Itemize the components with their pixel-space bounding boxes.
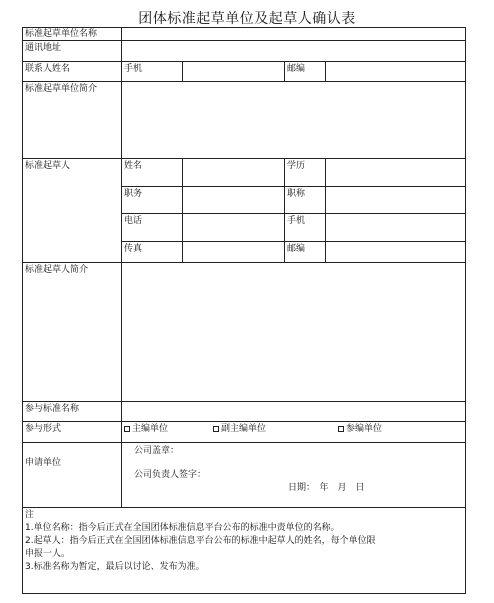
option-lead-unit[interactable]: 主编单位	[124, 424, 168, 435]
option-vice-lead-unit[interactable]: 副主编单位	[213, 424, 266, 435]
standard-name-label: 参与标准名称	[25, 404, 80, 414]
form-title: 团体标准起草单位及起草人确认表	[138, 11, 356, 27]
note-3: 3.标准名称为暂定，最后以讨论、发布为准。	[25, 562, 205, 572]
position-label: 职务	[124, 189, 143, 199]
notes-heading: 注	[25, 510, 35, 520]
address-label: 通讯地址	[25, 43, 62, 53]
mobile-label: 手机	[287, 216, 306, 226]
drafting-unit-name-label: 标准起草单位名称	[25, 29, 98, 39]
postcode-label: 邮编	[287, 64, 306, 74]
confirmation-form-table	[22, 27, 466, 594]
postcode2-label: 邮编	[287, 244, 306, 254]
participation-form-label: 参与形式	[25, 424, 62, 434]
name-label: 姓名	[124, 161, 143, 171]
title-rank-label: 职称	[287, 189, 306, 199]
telephone-label: 电话	[124, 216, 143, 226]
leader-signature-label: 公司负责人签字：	[134, 470, 207, 480]
option-participating-unit[interactable]: 参编单位	[338, 424, 382, 435]
note-2: 2.起草人：指今后正式在全国团体标准信息平台公布的标准中起草人的姓名，每个单位限	[25, 536, 376, 546]
date-label: 日期： 年 月 日	[288, 483, 365, 493]
phone-label: 手机	[124, 64, 143, 74]
company-seal-label: 公司盖章：	[134, 446, 180, 456]
drafter-label: 标准起草人	[25, 161, 71, 171]
applicant-unit-label: 申请单位	[25, 458, 62, 468]
note-2-continued: 申报一人。	[25, 549, 71, 559]
drafter-intro-label: 标准起草人简介	[25, 265, 89, 275]
fax-label: 传真	[124, 244, 143, 254]
unit-intro-label: 标准起草单位简介	[25, 84, 98, 94]
contact-name-label: 联系人姓名	[25, 64, 71, 74]
education-label: 学历	[287, 161, 306, 171]
checkbox-icon	[338, 426, 344, 432]
checkbox-icon	[124, 426, 130, 432]
checkbox-icon	[213, 426, 219, 432]
note-1: 1.单位名称：指今后正式在全国团体标准信息平台公布的标准中责单位的名称。	[25, 523, 340, 533]
